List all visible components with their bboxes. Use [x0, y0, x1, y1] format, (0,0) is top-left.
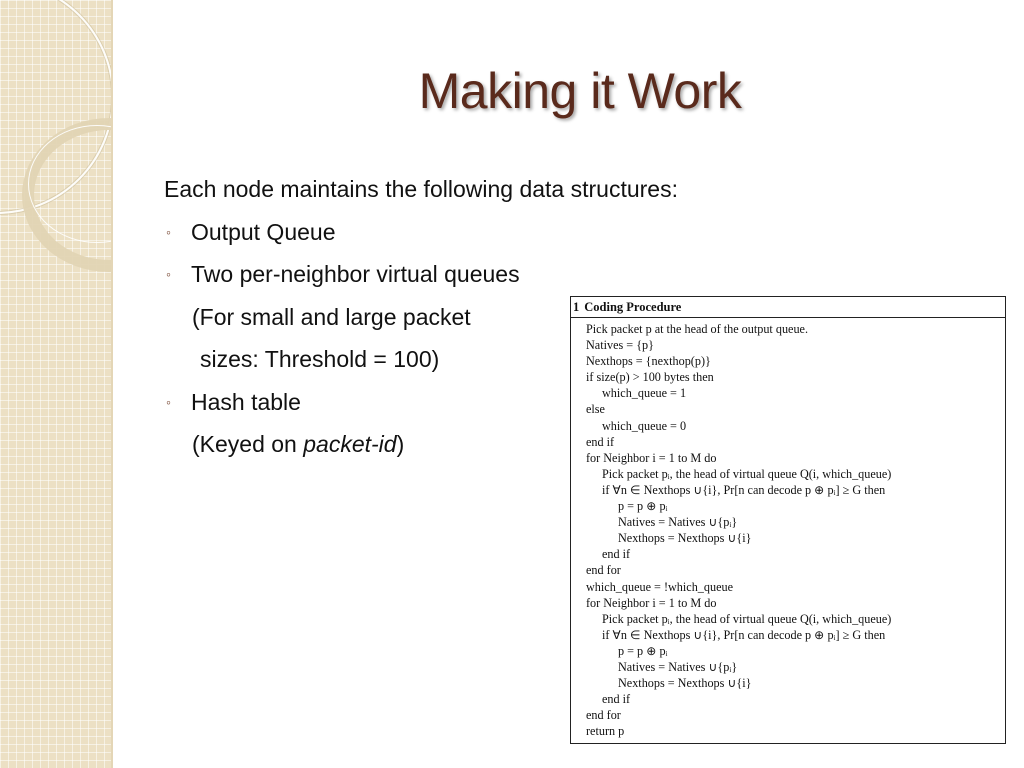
algorithm-line: Natives = {p} — [586, 338, 654, 353]
sizes-note-line2: sizes: Threshold = 100) — [200, 346, 440, 372]
algorithm-line: end for — [586, 563, 621, 578]
algorithm-line: Pick packet pᵢ, the head of virtual queue Q(i, which_queue) — [602, 466, 892, 481]
algorithm-line: p = p ⊕ pᵢ — [618, 643, 668, 658]
algorithm-body — [571, 318, 1005, 739]
algorithm-number: 1 — [573, 300, 580, 314]
bullet-text: Hash table — [191, 388, 301, 415]
algorithm-line: for Neighbor i = 1 to M do — [586, 595, 717, 610]
algorithm-line: for Neighbor i = 1 to M do — [586, 450, 717, 465]
algorithm-line: else — [586, 402, 605, 417]
algorithm-line: if ∀n ∈ Nexthops ∪{i}, Pr[n can decode p ⊕ pᵢ] ≥ G then — [602, 482, 886, 497]
algorithm-line: Pick packet p at the head of the output queue. — [586, 322, 809, 336]
bullet-text: Output Queue — [191, 218, 336, 245]
bullet-item — [164, 381, 584, 424]
bullet-item — [164, 211, 584, 254]
algorithm-line: end if — [602, 547, 631, 562]
algorithm-line: Nexthops = Nexthops ∪{i} — [618, 531, 752, 546]
algorithm-line: if size(p) > 100 bytes then — [586, 370, 714, 385]
hash-note-prefix: (Keyed on — [192, 431, 304, 457]
slide-title: Making it Work — [418, 63, 742, 119]
algorithm-box — [570, 296, 1006, 744]
algorithm-line: which_queue = 0 — [602, 418, 687, 433]
algorithm-title: Coding Procedure — [584, 300, 682, 314]
algorithm-line: end if — [602, 692, 631, 707]
algorithm-line: which_queue = 1 — [602, 386, 687, 401]
bullet-text: Two per-neighbor virtual queues — [191, 261, 520, 287]
bullet-marker: ◦ — [166, 223, 171, 240]
algorithm-line: return p — [586, 724, 625, 739]
algorithm-header — [571, 297, 1005, 318]
algorithm-line: if ∀n ∈ Nexthops ∪{i}, Pr[n can decode p ⊕ pᵢ] ≥ G then — [602, 627, 886, 642]
algorithm-line: Natives = Natives ∪{pᵢ} — [618, 515, 738, 530]
hash-note-key: packet-id — [303, 431, 397, 457]
algorithm-line: p = p ⊕ pᵢ — [618, 499, 668, 514]
hash-note — [164, 423, 584, 466]
sizes-note-line1: (For small and large packet — [192, 303, 471, 330]
algorithm-line: Nexthops = Nexthops ∪{i} — [618, 676, 752, 691]
decorative-left-strip — [0, 0, 113, 768]
bullet-marker: ◦ — [166, 393, 171, 410]
algorithm-line: Nexthops = {nexthop(p)} — [586, 354, 711, 369]
hash-note-suffix: ) — [396, 431, 405, 457]
algorithm-line: end for — [586, 708, 621, 723]
algorithm-line: Natives = Natives ∪{pᵢ} — [618, 659, 738, 674]
algorithm-line: which_queue = !which_queue — [586, 579, 733, 594]
algorithm-line: Pick packet pᵢ, the head of virtual queue Q(i, which_queue) — [602, 611, 892, 626]
intro-text: Each node maintains the following data structures: — [164, 176, 678, 202]
bullet-marker: ◦ — [166, 266, 171, 282]
algorithm-line: end if — [586, 434, 615, 449]
bullet-item — [164, 253, 584, 296]
